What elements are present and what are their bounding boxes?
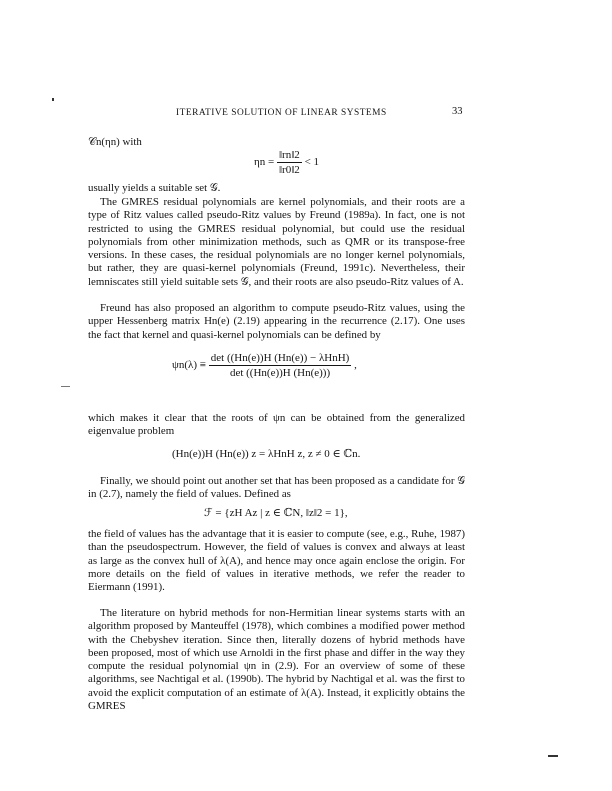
running-header: ITERATIVE SOLUTION OF LINEAR SYSTEMS: [176, 108, 387, 118]
eq-psi-lhs: ψn(λ) ≡: [172, 359, 206, 372]
equation-eta: [254, 149, 319, 176]
scan-speck-bottom: [548, 755, 558, 757]
eq-eta-numerator: ‖rn‖2: [278, 149, 300, 161]
equation-psi: [172, 352, 357, 379]
eq-eta-rhs: < 1: [304, 156, 320, 169]
margin-mark: [61, 386, 70, 387]
page-number: 33: [452, 106, 463, 117]
eq-eta-lhs: ηn =: [254, 156, 275, 169]
eq-eta-fraction: [277, 149, 302, 176]
eq-psi-denominator: det ((Hn(e))H (Hn(e))): [229, 367, 331, 379]
intro-line: 𝒞n(ηn) with: [88, 136, 142, 148]
paragraph-6: the field of values has the advantage that it is easier to compute (see, e.g., Ruhe, 1987) than the pseudospectrum. However, the field of values is convex and always at least as large as the convex hull of λ(A), and hence may once again enclose the origin. For more details on the field of values in iterative methods, we refer the reader to Eiermann (1991).: [88, 528, 465, 594]
paragraph-5: Finally, we should point out another set that has been proposed as a candidate for 𝒢 in (2.7), namely the field of values. Defined as: [88, 475, 465, 501]
paragraph-7: The literature on hybrid methods for non-Hermitian linear systems starts with an algorithm proposed by Manteuffel (1978), which combines a modified power method with the Chebyshev iteration. Since then, literally dozens of hybrid methods have been proposed, most of which use Arnoldi in the first phase and differ in the way they compute the residual polynomial ψn in (2.9). For an overview of some of these algorithms, see Nachtigal et al. (1990b). The hybrid by Nachtigal et al. was the first to avoid the explicit computation of an estimate of λ(A). Instead, it explicitly obtains the GMRES: [88, 607, 465, 713]
equation-field-of-values: ℱ = {zH Az | z ∈ ℂN, ‖z‖2 = 1},: [204, 507, 348, 519]
paragraph-3: Freund has also proposed an algorithm to compute pseudo-Ritz values, using the upper Hessenberg matrix Hn(e) (2.19) appearing in the recurrence (2.17). One uses the fact that kernel and quasi-kernel polynomials can be defined by: [88, 302, 465, 341]
paragraph-2: The GMRES residual polynomials are kernel polynomials, and their roots are a type of Ritz values called pseudo-Ritz values by Freund (1989a). In fact, one is not restricted to using the GMRES residual polynomial, but could use the residual polynomials from other minimization methods, such as QMR or its transpose-free versions. In these cases, the residual polynomials are no longer kernel polynomials, but rather, they are quasi-kernel polynomials (Freund, 1991c). Nevertheless, their lemniscates still yield suitable sets 𝒢, and their roots are also pseudo-Ritz values of A.: [88, 196, 465, 288]
equation-eigenproblem: (Hn(e))H (Hn(e)) z = λHnH z, z ≠ 0 ∈ ℂn.: [172, 448, 361, 460]
eq-psi-numerator: det ((Hn(e))H (Hn(e)) − λHnH): [210, 352, 350, 364]
scan-speck: [52, 98, 54, 101]
eq-eta-denominator: ‖r0‖2: [278, 164, 300, 176]
eq-psi-fraction: [209, 352, 352, 379]
paragraph-1: usually yields a suitable set 𝒢.: [88, 182, 221, 194]
eq-psi-trail: ,: [354, 359, 357, 372]
paragraph-4: which makes it clear that the roots of ψn can be obtained from the generalized eigenvalue problem: [88, 412, 465, 438]
